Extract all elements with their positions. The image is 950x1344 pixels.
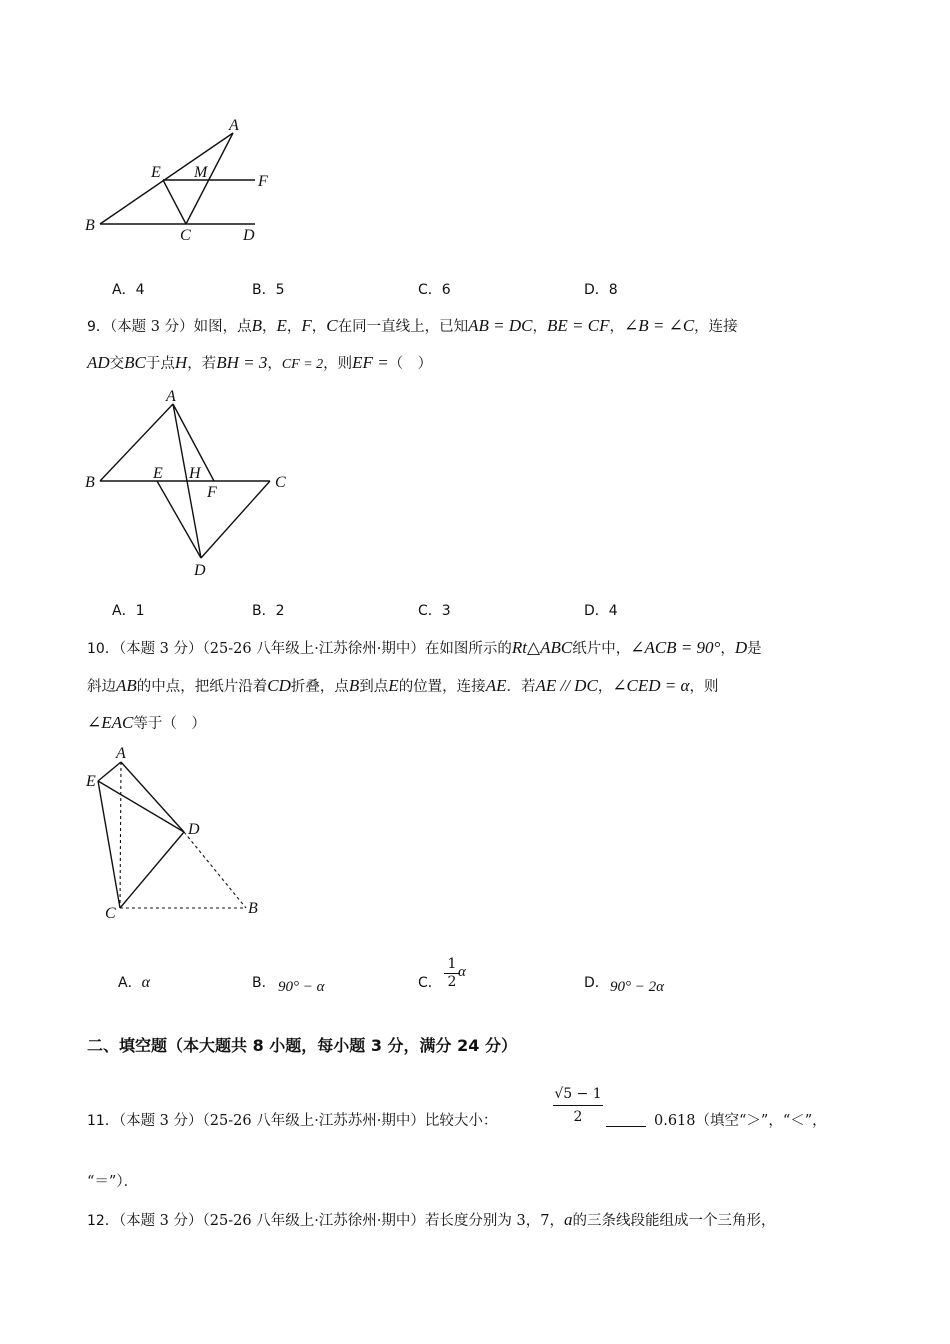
q10-math: B (348, 676, 360, 695)
q10-text: ， (720, 641, 735, 657)
q9-sep: ， (532, 319, 547, 335)
q11-source: （25-26 八年级上·江苏苏州·期中） (202, 1113, 425, 1129)
q9-math: AB = DC (468, 316, 533, 335)
q9-math: CF = 2 (281, 357, 324, 372)
q10-option-b[interactable] (252, 972, 276, 992)
q8-option-b[interactable]: B．5 (252, 282, 285, 298)
q10-line-3 (87, 713, 206, 734)
q9-option-b[interactable]: B．2 (252, 603, 285, 619)
q12-text: 若长度分别为 3，7， (424, 1213, 564, 1229)
q10-label-c: C (105, 905, 116, 922)
q12-line-1 (87, 1210, 775, 1231)
q9-text: ，则 (323, 356, 353, 372)
q10-option-d-value: 90° − 2α (610, 979, 664, 995)
q10-math: ∠ACB = 90° (630, 638, 721, 657)
q10-text: 折叠，点 (290, 679, 349, 695)
q8-figure (80, 110, 300, 250)
q9-text: （ ） (388, 356, 433, 372)
q9-label-c: C (275, 474, 286, 491)
q10-math: ∠CED = α (612, 676, 690, 695)
q12-number: 12． (87, 1213, 119, 1229)
q8-label-d: D (243, 227, 255, 244)
q10-label-a: A (116, 745, 126, 762)
q9-math: ∠B = ∠C (623, 316, 695, 335)
q9-text: 交 (109, 356, 125, 372)
q10-option-a-label: A． (118, 975, 142, 991)
q9-math: H (174, 353, 188, 372)
q10-text: ．若 (506, 679, 536, 695)
q8-option-d[interactable]: D．8 (584, 282, 618, 298)
q12-text: 的三条线段能组成一个三角形， (572, 1213, 776, 1229)
q9-text: 于点 (145, 356, 175, 372)
q9-text: ，若 (187, 356, 217, 372)
q10-text: 斜边 (87, 679, 116, 695)
q8-option-a[interactable]: A．4 (112, 282, 145, 298)
q10-math: Rt△ABC (511, 638, 573, 657)
q10-text: ，则 (689, 679, 719, 695)
q10-text: ， (597, 679, 613, 695)
q8-label-e: E (151, 164, 161, 181)
q9-point-f: F (301, 316, 312, 335)
q10-option-a[interactable] (118, 972, 150, 992)
q11-hint: （填空“＞”，“＜”， (695, 1113, 827, 1129)
q11-answer-blank[interactable] (606, 1112, 646, 1127)
q11-line-2 (87, 1172, 138, 1192)
q12-var: a (563, 1210, 573, 1229)
q10-figure (80, 740, 270, 930)
q11-hint-end: “＝”）． (87, 1174, 139, 1190)
q9-text: ，连接 (694, 319, 738, 335)
q9-point-b: B (251, 316, 263, 335)
q10-math: AE (485, 676, 507, 695)
q9-point-e: E (276, 316, 287, 335)
q8-label-a: A (229, 117, 239, 134)
q11-meta: （本题 3 分） (118, 1113, 203, 1129)
q9-label-a: A (166, 388, 176, 405)
q9-option-a[interactable]: A．1 (112, 603, 145, 619)
q9-figure (80, 385, 300, 585)
q9-line-2 (87, 353, 432, 375)
q10-math: ∠EAC (87, 713, 134, 732)
q9-math: BE = CF (547, 316, 610, 335)
q10-line-1 (87, 638, 762, 659)
q9-sep: ， (609, 319, 624, 335)
q10-math: D (734, 638, 748, 657)
q9-meta: （本题 3 分） (109, 319, 194, 335)
q9-line-1 (87, 316, 738, 337)
q10-number: 10． (87, 641, 119, 657)
q10-text: 是 (747, 641, 762, 657)
q8-label-c: C (180, 227, 191, 244)
q9-math: AD (87, 353, 110, 372)
q8-label-m: M (194, 164, 208, 181)
q11-fraction-numerator: √5 − 1 (553, 1083, 603, 1106)
q10-option-c-var: α (458, 964, 466, 980)
q11-number: 11． (87, 1113, 119, 1129)
q10-label-b: B (248, 900, 258, 917)
q9-option-d[interactable]: D．4 (584, 603, 618, 619)
q11-fraction-denominator: 2 (573, 1109, 583, 1125)
q8-label-b: B (85, 217, 95, 234)
q10-option-a-value: α (141, 974, 150, 991)
q10-math: CD (267, 676, 291, 695)
q10-math: E (388, 676, 399, 695)
q9-point-c: C (326, 316, 338, 335)
q10-line-2 (87, 676, 718, 697)
q9-sep: ， (262, 319, 277, 335)
q10-label-d: D (188, 821, 200, 838)
q9-text: 在同一直线上，已知 (337, 319, 469, 335)
q10-text: 等于（ ） (133, 716, 206, 732)
q9-sep: ， (311, 319, 327, 335)
q11-fraction (553, 1083, 603, 1128)
q9-label-f: F (207, 484, 217, 501)
q10-text: 纸片中， (572, 641, 631, 657)
q11-line-1b (654, 1111, 827, 1131)
q10-math: AB (116, 676, 137, 695)
q9-sep: ， (267, 356, 282, 372)
q8-label-f: F (258, 173, 268, 190)
q11-line-1 (87, 1111, 497, 1131)
q10-text: 到点 (359, 679, 389, 695)
q10-option-b-value: 90° − α (278, 979, 325, 995)
q9-math: BC (124, 353, 146, 372)
q9-number: 9． (87, 319, 110, 335)
q9-option-c[interactable]: C．3 (418, 603, 451, 619)
q10-option-b-label: B． (252, 975, 276, 991)
q9-sep: ， (286, 319, 302, 335)
q10-option-d-label: D． (584, 975, 609, 991)
q10-math: AE // DC (535, 676, 598, 695)
q8-option-c[interactable]: C．6 (418, 282, 451, 298)
q10-option-c-denominator: 2 (447, 974, 457, 990)
q12-meta: （本题 3 分） (118, 1213, 203, 1229)
section-heading: 二、填空题（本大题共 8 小题，每小题 3 分，满分 24 分） (87, 1036, 517, 1055)
q10-meta: （本题 3 分） (118, 641, 203, 657)
q9-text: 如图，点 (193, 319, 252, 335)
q10-source: （25-26 八年级上·江苏徐州·期中） (202, 641, 425, 657)
q12-source: （25-26 八年级上·江苏徐州·期中） (202, 1213, 425, 1229)
q10-option-c-label: C． (418, 975, 442, 991)
q9-math: EF = (352, 353, 389, 372)
q9-label-e: E (153, 465, 163, 482)
q9-label-h: H (189, 465, 201, 482)
q9-math: BH = 3 (216, 353, 268, 372)
q11-value: 0.618 (654, 1113, 696, 1129)
q10-option-c[interactable] (418, 972, 442, 992)
q10-text: 的位置，连接 (398, 679, 486, 695)
q10-text: 在如图所示的 (424, 641, 512, 657)
q9-label-b: B (85, 474, 95, 491)
q10-option-d[interactable] (584, 972, 609, 992)
q10-text: 的中点，把纸片沿着 (136, 679, 268, 695)
q11-text: 比较大小： (424, 1113, 498, 1129)
q10-label-e: E (86, 773, 96, 790)
q9-label-d: D (194, 562, 206, 579)
q10-option-c-numerator: 1 (444, 956, 460, 974)
